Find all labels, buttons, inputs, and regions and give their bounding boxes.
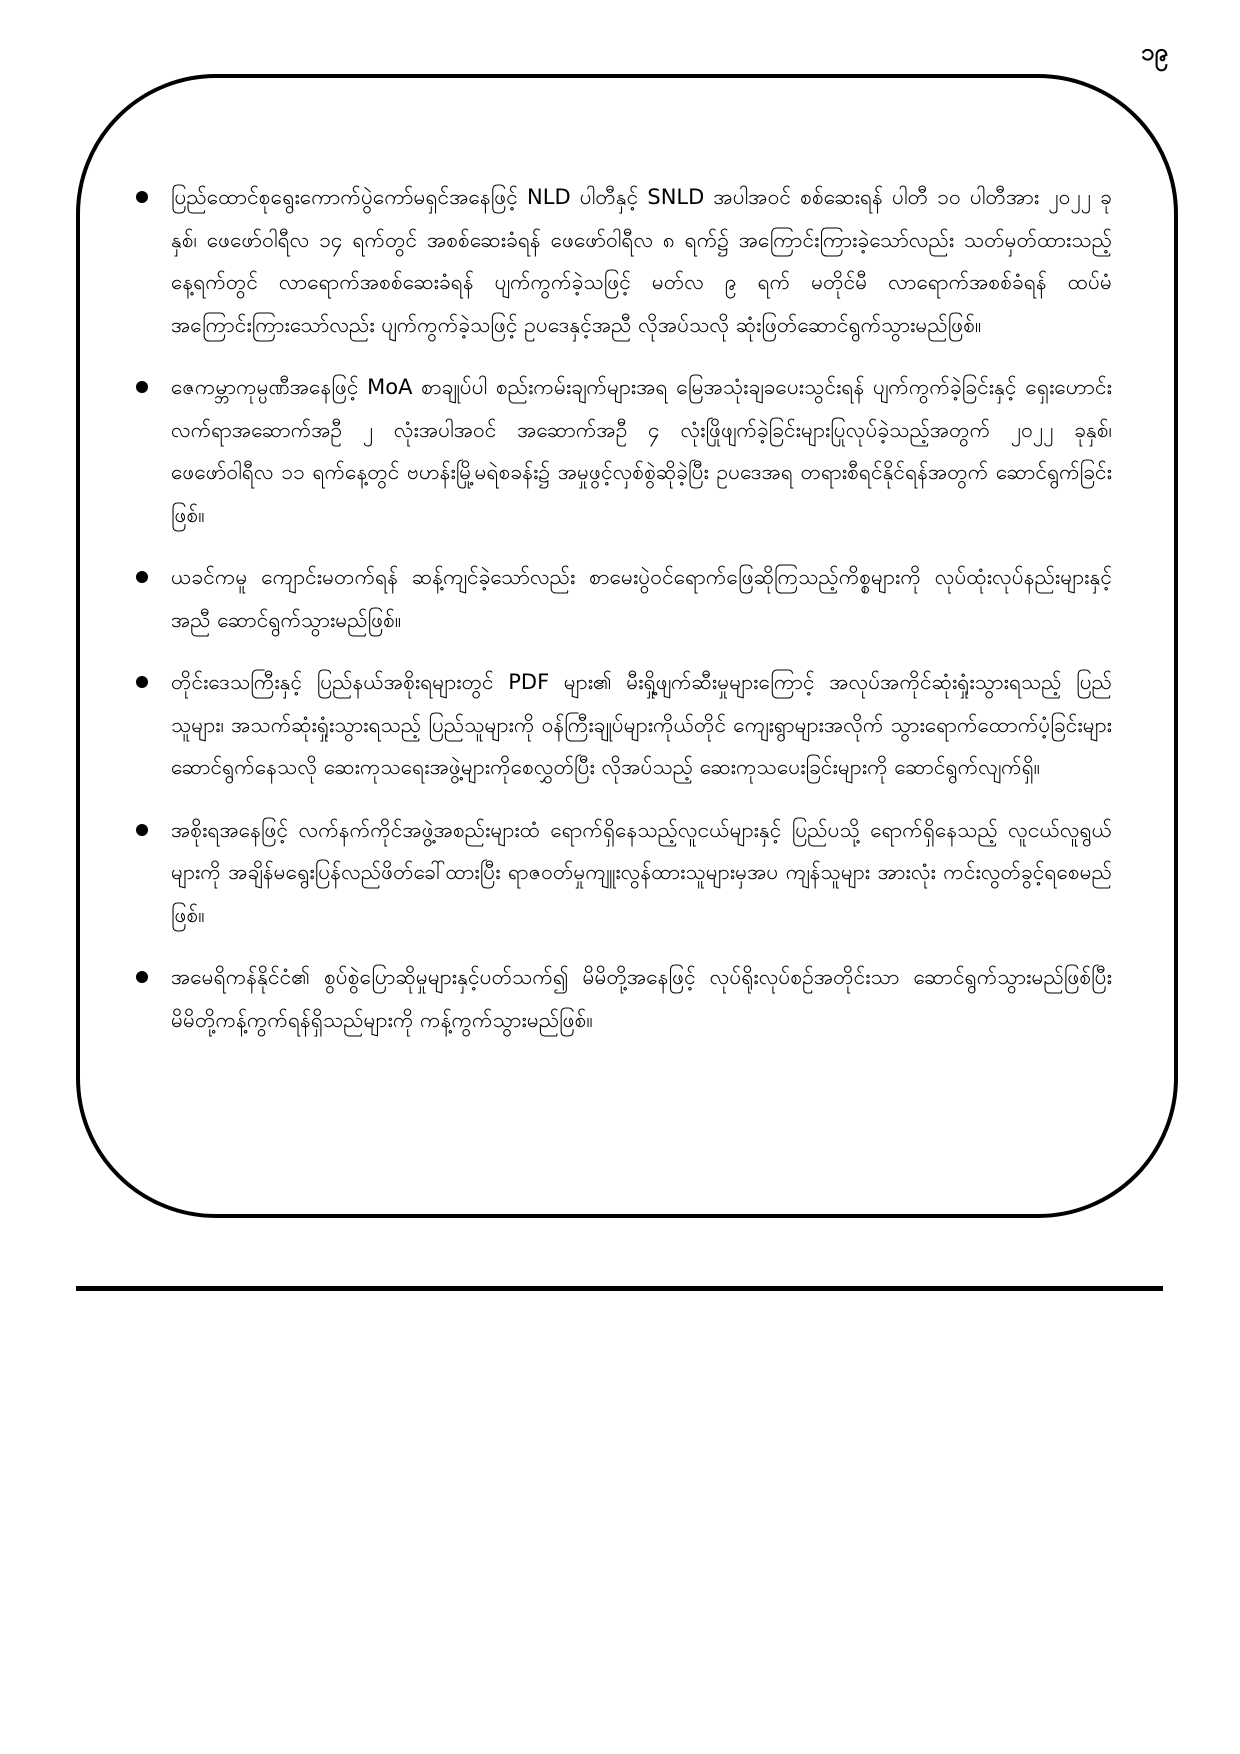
- bullet-list: [136, 176, 1112, 1041]
- bullet-icon: [136, 381, 148, 393]
- list-item: [136, 176, 1112, 346]
- bullet-text: ပြည်ထောင်စုရွေးကောက်ပွဲကော်မရှင်အနေဖြင့် NLD ပါတီနှင့် SNLD အပါအဝင် စစ်ဆေးရန် ပါတီ ၁၀ ပါတီအား ၂၀၂၂ ခုနှစ်၊ ဖေဖော်ဝါရီလ ၁၄ ရက်တွင် အစစ်ဆေးခံရန် ဖေဖော်ဝါရီလ ၈ ရက်၌ အကြောင်းကြားခဲ့သော်လည်း သတ်မှတ်ထားသည့် နေ့ရက်တွင် လာရောက်အစစ်ဆေးခံရန် ပျက်ကွက်ခဲ့သဖြင့် မတ်လ ၉ ရက် မတိုင်မီ လာရောက်အစစ်ခံရန် ထပ်မံအကြောင်းကြားသော်လည်း ပျက်ကွက်ခဲ့သဖြင့် ဥပဒေနှင့်အညီ လိုအပ်သလို ဆုံးဖြတ်ဆောင်ရွက်သွားမည်ဖြစ်။: [171, 185, 1112, 337]
- bullet-icon: [136, 191, 148, 203]
- list-item: [136, 956, 1112, 1041]
- content-box: [76, 74, 1178, 1218]
- page-number: ၁၉: [1141, 38, 1168, 66]
- bullet-icon: [136, 971, 148, 983]
- list-item: [136, 366, 1112, 536]
- list-item: [136, 809, 1112, 937]
- bullet-text: ဇေကမ္ဘာကုမ္ပဏီအနေဖြင့် MoA စာချုပ်ပါ စည်းကမ်းချက်များအရ မြေအသုံးချခပေးသွင်းရန် ပျက်ကွက်ခဲ့ခြင်းနှင့် ရှေးဟောင်းလက်ရာအဆောက်အဦ ၂ လုံးအပါအဝင် အဆောက်အဦ ၄ လုံးဖြိုဖျက်ခဲ့ခြင်းများပြုလုပ်ခဲ့သည့်အတွက် ၂၀၂၂ ခုနှစ်၊ ဖေဖော်ဝါရီလ ၁၁ ရက်နေ့တွင် ဗဟန်းမြို့မရဲစခန်း၌ အမှုဖွင့်လှစ်စွဲဆိုခဲ့ပြီး ဥပဒေအရ တရားစီရင်နိုင်ရန်အတွက် ဆောင်ရွက်ခြင်းဖြစ်။: [171, 375, 1112, 527]
- horizontal-rule: [76, 1286, 1163, 1291]
- bullet-text: အမေရိကန်နိုင်ငံ၏ စွပ်စွဲပြောဆိုမှုများနှင့်ပတ်သက်၍ မိမိတို့အနေဖြင့် လုပ်ရိုးလုပ်စဉ်အတိုင်းသာ ဆောင်ရွက်သွားမည်ဖြစ်ပြီး မိမိတို့ကန့်ကွက်ရန်ရှိသည်များကို ကန့်ကွက်သွားမည်ဖြစ်။: [171, 965, 1112, 1032]
- bullet-icon: [136, 824, 148, 836]
- list-item: [136, 661, 1112, 789]
- bullet-icon: [136, 676, 148, 688]
- list-item: [136, 556, 1112, 641]
- bullet-text: တိုင်းဒေသကြီးနှင့် ပြည်နယ်အစိုးရများတွင် PDF များ၏ မီးရှို့ဖျက်ဆီးမှုများကြောင့် အလုပ်အကိုင်ဆုံးရှုံးသွားရသည့် ပြည်သူများ၊ အသက်ဆုံးရှုံးသွားရသည့် ပြည်သူများကို ဝန်ကြီးချုပ်များကိုယ်တိုင် ကျေးရွာများအလိုက် သွားရောက်ထောက်ပံ့ခြင်းများဆောင်ရွက်နေသလို ဆေးကုသရေးအဖွဲ့များကိုစေလွှတ်ပြီး လိုအပ်သည့် ဆေးကုသပေးခြင်းများကို ဆောင်ရွက်လျက်ရှိ။: [171, 670, 1112, 779]
- bullet-text: ယခင်ကမူ ကျောင်းမတက်ရန် ဆန့်ကျင်ခဲ့သော်လည်း စာမေးပွဲဝင်ရောက်ဖြေဆိုကြသည့်ကိစ္စများကို လုပ်ထုံးလုပ်နည်းများနှင့်အညီ ဆောင်ရွက်သွားမည်ဖြစ်။: [171, 565, 1112, 632]
- bullet-icon: [136, 571, 148, 583]
- bullet-text: အစိုးရအနေဖြင့် လက်နက်ကိုင်အဖွဲ့အစည်းများထံ ရောက်ရှိနေသည့်လူငယ်များနှင့် ပြည်ပသို့ ရောက်ရှိနေသည့် လူငယ်လူရွယ်များကို အချိန်မရွေးပြန်လည်ဖိတ်ခေါ်ထားပြီး ရာဇဝတ်မှုကျူးလွန်ထားသူများမှအပ ကျန်သူများ အားလုံး ကင်းလွတ်ခွင့်ရစေမည်ဖြစ်။: [171, 817, 1112, 927]
